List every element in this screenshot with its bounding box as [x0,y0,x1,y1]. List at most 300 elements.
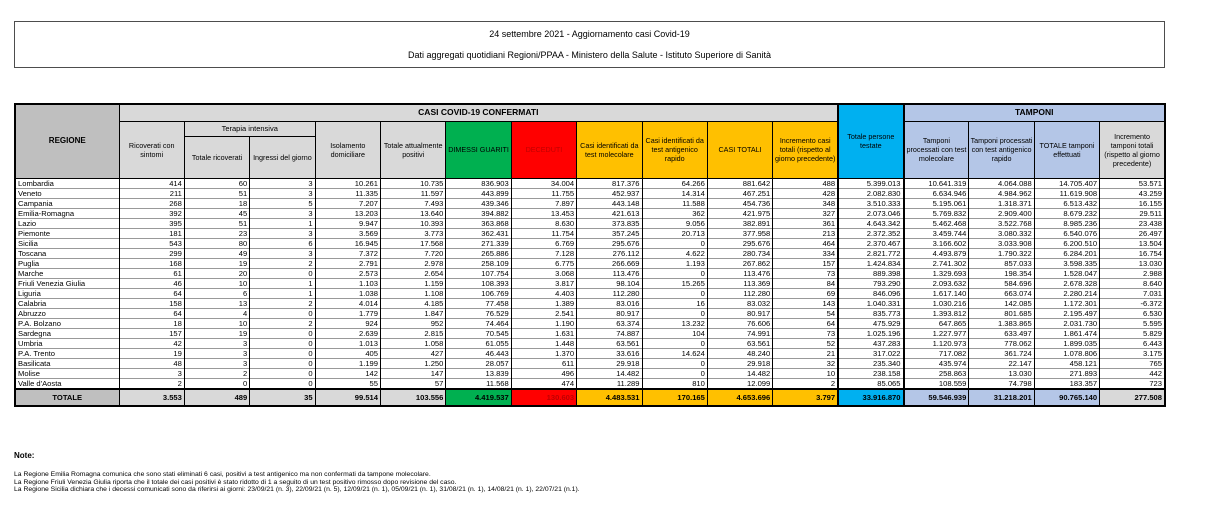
region-name-cell: Molise [15,368,119,378]
value-cell: 1.108 [381,288,446,298]
region-name-cell: Toscana [15,248,119,258]
value-cell: 857.033 [969,258,1034,268]
col-header-casi-test-molecolare: Casi identificati da test molecolare [577,121,642,178]
value-cell: 51 [184,188,249,198]
value-cell: 3.459.744 [904,228,969,238]
value-cell: 11.568 [446,378,511,389]
table-row [15,348,1165,358]
value-cell: 889.398 [838,268,903,278]
value-cell: 61 [119,268,184,278]
value-cell: 1.199 [315,358,380,368]
value-cell: 258.109 [446,258,511,268]
value-cell: 663.074 [969,288,1034,298]
value-cell: 443.899 [446,188,511,198]
col-header-attualmente-positivi: Totale attualmente positivi [381,121,446,178]
value-cell: 6.540.076 [1034,228,1099,238]
total-value-cell: 4.483.531 [577,389,642,406]
value-cell: 5.399.013 [838,178,903,188]
value-cell: 64 [773,318,838,328]
value-cell: 952 [381,318,446,328]
value-cell: 421.613 [577,208,642,218]
value-cell: 3 [250,178,315,188]
value-cell: 0 [250,338,315,348]
value-cell: 108.393 [446,278,511,288]
value-cell: 836.903 [446,178,511,188]
value-cell: 458.121 [1034,358,1099,368]
value-cell: 2 [773,378,838,389]
value-cell: 881.642 [707,178,772,188]
value-cell: 80.917 [707,308,772,318]
value-cell: 49 [184,248,249,258]
value-cell: 13.504 [1100,238,1165,248]
value-cell: 19 [184,258,249,268]
value-cell: 334 [773,248,838,258]
total-value-cell: 33.916.870 [838,389,903,406]
value-cell: 4 [184,308,249,318]
title-box [14,21,1165,68]
value-cell: 2.195.497 [1034,308,1099,318]
value-cell: 2.031.730 [1034,318,1099,328]
value-cell: 13.232 [642,318,707,328]
value-cell: 0 [642,268,707,278]
value-cell: 1.025.196 [838,328,903,338]
region-name-cell: Abruzzo [15,308,119,318]
table-row [15,318,1165,328]
value-cell: 0 [250,328,315,338]
value-cell: 5.829 [1100,328,1165,338]
value-cell: 801.685 [969,308,1034,318]
value-cell: 64 [119,288,184,298]
value-cell: 2.791 [315,258,380,268]
table-row [15,248,1165,258]
value-cell: 7.031 [1100,288,1165,298]
value-cell: 2.821.772 [838,248,903,258]
col-header-persone-testate: Totale persone testate [838,104,903,178]
value-cell: 13.030 [969,368,1034,378]
note-line: La Regione Friuli Venezia Giulia riporta che il totale dei casi positivi è stato ridotto di 1 a seguito di un test positivo rimosso dopo revisione del caso. [14,478,457,486]
value-cell: 5.595 [1100,318,1165,328]
value-cell: 428 [773,188,838,198]
value-cell: 488 [773,178,838,188]
value-cell: 74.887 [577,328,642,338]
table-row [15,218,1165,228]
region-name-cell: P.A. Bolzano [15,318,119,328]
value-cell: 19 [119,348,184,358]
value-cell: 80.917 [577,308,642,318]
value-cell: 1.389 [511,298,576,308]
region-name-cell: Veneto [15,188,119,198]
value-cell: 4.984.962 [969,188,1034,198]
col-header-dimessi-guariti: DIMESSI GUARITI [446,121,511,178]
table-row [15,188,1165,198]
value-cell: 7.128 [511,248,576,258]
value-cell: 14.705.407 [1034,178,1099,188]
value-cell: 265.886 [446,248,511,258]
value-cell: 647.865 [904,318,969,328]
value-cell: 83.032 [707,298,772,308]
total-value-cell: 35 [250,389,315,406]
covid-data-table [14,103,1166,407]
table-row [15,328,1165,338]
value-cell: 1.078.806 [1034,348,1099,358]
value-cell: 3 [250,248,315,258]
value-cell: 2.678.328 [1034,278,1099,288]
total-value-cell: 130.603 [511,389,576,406]
value-cell: 198.354 [969,268,1034,278]
value-cell: 0 [250,268,315,278]
value-cell: 106.769 [446,288,511,298]
value-cell: 2.372.352 [838,228,903,238]
value-cell: 13 [184,298,249,308]
value-cell: 361 [773,218,838,228]
value-cell: 11.754 [511,228,576,238]
value-cell: 13.453 [511,208,576,218]
value-cell: 467.251 [707,188,772,198]
region-name-cell: Lazio [15,218,119,228]
value-cell: 61.055 [446,338,511,348]
value-cell: 2.280.214 [1034,288,1099,298]
value-cell: 14.482 [577,368,642,378]
value-cell: 142.085 [969,298,1034,308]
title-source-line: Dati aggregati quotidiani Regioni/PPAA - Ministero della Salute - Istituto Superiore di Sanità [407,50,772,60]
value-cell: 53.571 [1100,178,1165,188]
value-cell: 1.861.474 [1034,328,1099,338]
table-row [15,198,1165,208]
region-name-cell: Calabria [15,298,119,308]
value-cell: 475.929 [838,318,903,328]
value-cell: 1.318.371 [969,198,1034,208]
table-row [15,298,1165,308]
value-cell: 295.676 [707,238,772,248]
value-cell: 405 [315,348,380,358]
value-cell: 10.641.319 [904,178,969,188]
value-cell: 3 [184,338,249,348]
value-cell: 3 [250,188,315,198]
value-cell: 158 [119,298,184,308]
value-cell: 18 [184,198,249,208]
value-cell: 20 [184,268,249,278]
value-cell: 5.195.061 [904,198,969,208]
table-row [15,368,1165,378]
value-cell: 74.991 [707,328,772,338]
value-cell: 18 [119,318,184,328]
value-cell: 474 [511,378,576,389]
value-cell: 3.773 [381,228,446,238]
value-cell: 1.393.812 [904,308,969,318]
value-cell: 238.158 [838,368,903,378]
value-cell: 10.261 [315,178,380,188]
col-header-isolamento-domiciliare: Isolamento domiciliare [315,121,380,178]
value-cell: 0 [642,338,707,348]
table-row [15,258,1165,268]
region-name-cell: Emilia-Romagna [15,208,119,218]
value-cell: 55 [315,378,380,389]
value-cell: 14.624 [642,348,707,358]
value-cell: 5.769.832 [904,208,969,218]
total-value-cell: 90.765.140 [1034,389,1099,406]
value-cell: 723 [1100,378,1165,389]
region-name-cell: Puglia [15,258,119,268]
value-cell: 7.493 [381,198,446,208]
value-cell: 392 [119,208,184,218]
value-cell: 4.403 [511,288,576,298]
value-cell: 0 [642,358,707,368]
value-cell: 327 [773,208,838,218]
value-cell: 464 [773,238,838,248]
region-name-cell: Lombardia [15,178,119,188]
value-cell: 1.779 [315,308,380,318]
value-cell: 6.513.432 [1034,198,1099,208]
value-cell: 45 [184,208,249,218]
value-cell: 143 [773,298,838,308]
value-cell: 8.679.232 [1034,208,1099,218]
value-cell: 12.099 [707,378,772,389]
value-cell: 14.482 [707,368,772,378]
value-cell: 142 [315,368,380,378]
value-cell: 10.393 [381,218,446,228]
value-cell: 3 [250,228,315,238]
region-name-cell: Marche [15,268,119,278]
value-cell: 10 [184,318,249,328]
value-cell: 80 [184,238,249,248]
table-row [15,238,1165,248]
table-row [15,178,1165,188]
value-cell: 2.082.830 [838,188,903,198]
value-cell: 1.250 [381,358,446,368]
header-banner-row [15,104,1165,121]
value-cell: 10 [773,368,838,378]
value-cell: 2 [250,258,315,268]
value-cell: 11.597 [381,188,446,198]
value-cell: 64 [119,308,184,318]
value-cell: 2 [250,298,315,308]
value-cell: 70.545 [446,328,511,338]
col-group-terapia-intensiva: Terapia intensiva [184,121,315,136]
value-cell: 57 [381,378,446,389]
value-cell: 157 [119,328,184,338]
value-cell: 924 [315,318,380,328]
value-cell: 46 [119,278,184,288]
value-cell: 6.775 [511,258,576,268]
value-cell: 4.064.088 [969,178,1034,188]
value-cell: 1.631 [511,328,576,338]
note-line: La Regione Emilia Romagna comunica che sono stati eliminati 6 casi, positivi a test antigenico ma non confermati da tampone molecolare. [14,471,431,478]
value-cell: 21 [773,348,838,358]
value-cell: 15.265 [642,278,707,288]
value-cell: 2.541 [511,308,576,318]
total-value-cell: 31.218.201 [969,389,1034,406]
value-cell: 4.493.879 [904,248,969,258]
region-name-cell: Valle d'Aosta [15,378,119,389]
value-cell: 1.193 [642,258,707,268]
value-cell: 48.240 [707,348,772,358]
value-cell: 3.080.332 [969,228,1034,238]
value-cell: 104 [642,328,707,338]
total-value-cell: 3.797 [773,389,838,406]
value-cell: 8.985.236 [1034,218,1099,228]
header-mid-row [15,121,1165,136]
value-cell: 1.159 [381,278,446,288]
value-cell: 633.497 [969,328,1034,338]
value-cell: 266.669 [577,258,642,268]
title-date-line: 24 settembre 2021 - Aggiornamento casi Covid-19 [489,29,690,39]
value-cell: 3 [184,358,249,368]
total-value-cell: 170.165 [642,389,707,406]
value-cell: 414 [119,178,184,188]
value-cell: 299 [119,248,184,258]
value-cell: 32 [773,358,838,368]
value-cell: 2 [184,368,249,378]
value-cell: 0 [250,368,315,378]
table-footer [15,389,1165,406]
value-cell: 362.431 [446,228,511,238]
region-name-cell: Sicilia [15,238,119,248]
region-name-cell: Friuli Venezia Giulia [15,278,119,288]
value-cell: 113.476 [707,268,772,278]
banner-casi-confermati: CASI COVID-19 CONFERMATI [119,104,838,121]
value-cell: 3.068 [511,268,576,278]
total-value-cell: 4.653.696 [707,389,772,406]
value-cell: 4.185 [381,298,446,308]
region-name-cell: Sardegna [15,328,119,338]
value-cell: 157 [773,258,838,268]
value-cell: 1.172.301 [1034,298,1099,308]
total-value-cell: 99.514 [315,389,380,406]
value-cell: 4.014 [315,298,380,308]
value-cell: 3.522.768 [969,218,1034,228]
value-cell: 213 [773,228,838,238]
value-cell: 2 [119,378,184,389]
total-value-cell: 4.419.537 [446,389,511,406]
value-cell: 1.790.322 [969,248,1034,258]
value-cell: 377.958 [707,228,772,238]
value-cell: 778.062 [969,338,1034,348]
value-cell: 9.947 [315,218,380,228]
value-cell: 34.004 [511,178,576,188]
notes-section [14,451,1164,494]
value-cell: 11.755 [511,188,576,198]
table-row [15,358,1165,368]
value-cell: 108.559 [904,378,969,389]
value-cell: 11.335 [315,188,380,198]
value-cell: 76.529 [446,308,511,318]
value-cell: 211 [119,188,184,198]
table-row [15,228,1165,238]
value-cell: 793.290 [838,278,903,288]
value-cell: 363.868 [446,218,511,228]
region-name-cell: Liguria [15,288,119,298]
value-cell: 63.561 [707,338,772,348]
value-cell: 765 [1100,358,1165,368]
value-cell: 10 [184,278,249,288]
value-cell: 16.754 [1100,248,1165,258]
value-cell: 20.713 [642,228,707,238]
value-cell: 16.155 [1100,198,1165,208]
value-cell: 2 [250,318,315,328]
value-cell: 5.462.468 [904,218,969,228]
value-cell: 23.438 [1100,218,1165,228]
value-cell: 51 [184,218,249,228]
table-row [15,288,1165,298]
value-cell: 3.510.333 [838,198,903,208]
value-cell: 3.033.908 [969,238,1034,248]
value-cell: 1.370 [511,348,576,358]
value-cell: 107.754 [446,268,511,278]
value-cell: 2.654 [381,268,446,278]
value-cell: -6.372 [1100,298,1165,308]
value-cell: 3 [119,368,184,378]
notes-heading: Note: [14,451,35,460]
col-header-ricoverati-sintomi: Ricoverati con sintomi [119,121,184,178]
value-cell: 29.918 [577,358,642,368]
value-cell: 1.424.834 [838,258,903,268]
value-cell: 23 [184,228,249,238]
value-cell: 2.815 [381,328,446,338]
value-cell: 1.227.977 [904,328,969,338]
col-header-tamponi-molecolare: Tamponi processati con test molecolare [904,121,969,178]
value-cell: 496 [511,368,576,378]
value-cell: 584.696 [969,278,1034,288]
value-cell: 361.724 [969,348,1034,358]
value-cell: 1.103 [315,278,380,288]
value-cell: 9.056 [642,218,707,228]
value-cell: 2.978 [381,258,446,268]
table-row [15,268,1165,278]
value-cell: 5 [250,198,315,208]
total-value-cell: 59.546.939 [904,389,969,406]
note-line: La Regione Sicilia dichiara che i decessi comunicati sono da riferirsi ai giorni: 23/09/21 (n. 3), 22/09/21 (n. 5), 12/09/21 (n. 1), 05/09/21 (n. 1), 31/08/21 (n. 1), 14/08/21 (n. 1), 22/07/21 (n.1). [14,486,580,494]
value-cell: 64.266 [642,178,707,188]
value-cell: 98.104 [577,278,642,288]
value-cell: 2.988 [1100,268,1165,278]
value-cell: 42 [119,338,184,348]
value-cell: 1.030.216 [904,298,969,308]
value-cell: 1.617.140 [904,288,969,298]
value-cell: 362 [642,208,707,218]
value-cell: 1.013 [315,338,380,348]
value-cell: 6.769 [511,238,576,248]
col-header-deceduti: DECEDUTI [511,121,576,178]
value-cell: 295.676 [577,238,642,248]
value-cell: 0 [250,358,315,368]
value-cell: 13.839 [446,368,511,378]
value-cell: 3.569 [315,228,380,238]
value-cell: 1.190 [511,318,576,328]
value-cell: 181 [119,228,184,238]
table-row [15,308,1165,318]
value-cell: 2.639 [315,328,380,338]
value-cell: 2.909.400 [969,208,1034,218]
value-cell: 7.372 [315,248,380,258]
value-cell: 0 [250,348,315,358]
value-cell: 543 [119,238,184,248]
value-cell: 183.357 [1034,378,1099,389]
value-cell: 280.734 [707,248,772,258]
value-cell: 271.339 [446,238,511,248]
value-cell: 373.835 [577,218,642,228]
value-cell: 13.203 [315,208,380,218]
value-cell: 6 [184,288,249,298]
value-cell: 1.383.865 [969,318,1034,328]
value-cell: 28.057 [446,358,511,368]
value-cell: 258.863 [904,368,969,378]
value-cell: 1.329.693 [904,268,969,278]
value-cell: 443.148 [577,198,642,208]
value-cell: 60 [184,178,249,188]
col-header-terapia-ingressi-giorno: Ingressi del giorno [250,136,315,178]
value-cell: 11.588 [642,198,707,208]
value-cell: 0 [642,368,707,378]
